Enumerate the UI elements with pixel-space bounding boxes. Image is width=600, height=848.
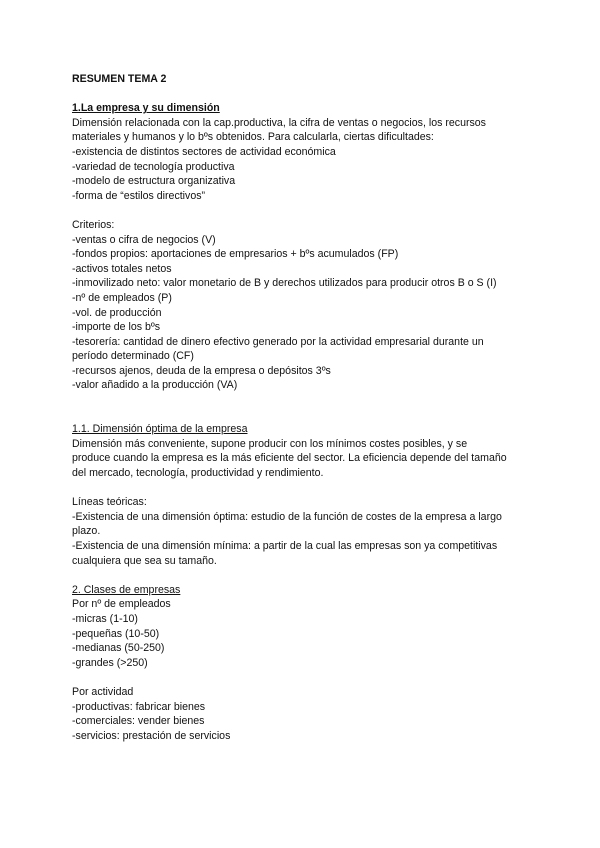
criteria-item: -nº de empleados (P) xyxy=(72,291,172,304)
criteria-item: -inmovilizado neto: valor monetario de B y derechos utilizados para producir otros B o S (I) xyxy=(72,277,497,290)
document-page xyxy=(72,72,542,743)
theory-line: -Existencia de una dimensión óptima: estudio de la función de costes de la empresa a largo xyxy=(72,510,502,523)
spacer xyxy=(72,670,542,685)
criteria-label: Criterios: xyxy=(72,218,115,231)
employee-class-item: -grandes (>250) xyxy=(72,656,148,669)
spacer xyxy=(72,393,542,422)
employee-class-item: -medianas (50-250) xyxy=(72,642,165,655)
section-2-heading: 2. Clases de empresas xyxy=(72,583,181,596)
section-1-1-heading: 1.1. Dimensión óptima de la empresa xyxy=(72,423,248,436)
activity-class-item: -comerciales: vender bienes xyxy=(72,715,205,728)
spacer xyxy=(72,203,542,218)
theory-line: cualquiera que sea su tamaño. xyxy=(72,554,217,567)
section-1-1-body-line: del mercado, tecnología, productividad y rendimiento. xyxy=(72,467,324,480)
criteria-item: -fondos propios: aportaciones de empresarios + bºs acumulados (FP) xyxy=(72,248,399,261)
criteria-item: -importe de los bºs xyxy=(72,321,161,334)
by-activity-label: Por actividad xyxy=(72,685,134,698)
difficulty-item: -forma de “estilos directivos” xyxy=(72,189,206,202)
section-1-1-body-line: produce cuando la empresa es la más eficiente del sector. La eficiencia depende del tamaño xyxy=(72,452,507,465)
difficulty-item: -modelo de estructura organizativa xyxy=(72,175,236,188)
section-1-intro-line: materiales y humanos y lo bºs obtenidos. Para calcularla, ciertas dificultades: xyxy=(72,131,434,144)
employee-class-item: -micras (1-10) xyxy=(72,612,138,625)
section-1-intro-line: Dimensión relacionada con la cap.productiva, la cifra de ventas o negocios, los recursos xyxy=(72,116,486,129)
criteria-item: -activos totales netos xyxy=(72,262,172,275)
employee-class-item: -pequeñas (10-50) xyxy=(72,627,160,640)
criteria-item: -valor añadido a la producción (VA) xyxy=(72,379,238,392)
criteria-item: -ventas o cifra de negocios (V) xyxy=(72,233,216,246)
spacer xyxy=(72,87,542,102)
theory-line: -Existencia de una dimensión mínima: a partir de la cual las empresas son ya competitivas xyxy=(72,540,498,552)
by-employees-label: Por nº de empleados xyxy=(72,598,171,611)
theory-line: plazo. xyxy=(72,525,101,538)
difficulty-item: -variedad de tecnología productiva xyxy=(72,160,235,173)
difficulty-item: -existencia de distintos sectores de actividad económica xyxy=(72,145,336,158)
activity-class-item: -servicios: prestación de servicios xyxy=(72,729,231,742)
theories-label: Líneas teóricas: xyxy=(72,496,147,509)
criteria-item: período determinado (CF) xyxy=(72,350,194,363)
criteria-item: -vol. de producción xyxy=(72,306,162,319)
criteria-item: -tesorería: cantidad de dinero efectivo generado por la actividad empresarial durante un xyxy=(72,335,484,348)
criteria-item: -recursos ajenos, deuda de la empresa o depósitos 3ºs xyxy=(72,364,331,377)
spacer xyxy=(72,568,542,583)
spacer xyxy=(72,481,542,496)
section-1-1-body-line: Dimensión más conveniente, supone producir con los mínimos costes posibles, y se xyxy=(72,437,468,450)
document-title: RESUMEN TEMA 2 xyxy=(72,73,167,85)
section-1-heading: 1.La empresa y su dimensión xyxy=(72,102,220,115)
activity-class-item: -productivas: fabricar bienes xyxy=(72,700,206,713)
